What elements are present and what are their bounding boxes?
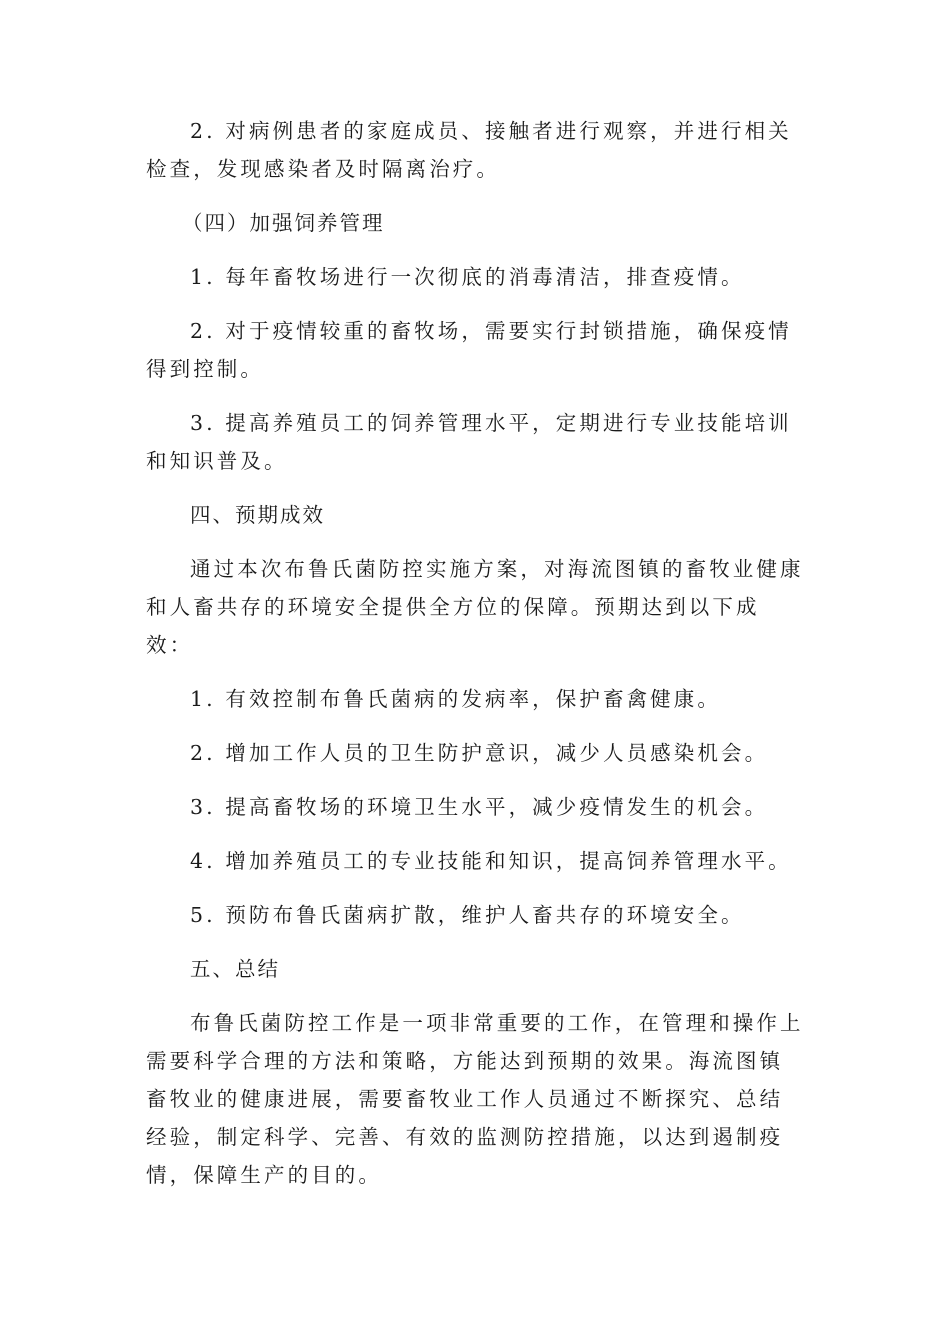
document-page <box>146 112 804 1210</box>
list-item-result-4: 4. 增加养殖员工的专业技能和知识，提高饲养管理水平。 <box>190 849 792 873</box>
section-heading-expected-results: 四、预期成效 <box>190 503 325 527</box>
section-heading-feeding-management: （四）加强饲养管理 <box>182 211 385 235</box>
list-item-staff-training: 3. 提高养殖员工的饲养管理水平，定期进行专业技能培训和知识普及。 <box>146 411 792 473</box>
list-item-lockdown-measures: 2. 对于疫情较重的畜牧场，需要实行封锁措施，确保疫情得到控制。 <box>146 319 792 381</box>
body-paragraph-intro: 通过本次布鲁氏菌防控实施方案，对海流图镇的畜牧业健康和人畜共存的环境安全提供全方位的保障。预期达到以下成效： <box>146 557 804 657</box>
body-paragraph-summary: 布鲁氏菌防控工作是一项非常重要的工作，在管理和操作上需要科学合理的方法和策略，方能达到预期的效果。海流图镇畜牧业的健康进展，需要畜牧业工作人员通过不断探究、总结经验，制定科学、完善、有效的监测防控措施，以达到遏制疫情，保障生产的目的。 <box>146 1011 804 1187</box>
list-item-isolation: 2. 对病例患者的家庭成员、接触者进行观察，并进行相关检查，发现感染者及时隔离治疗。 <box>146 119 792 181</box>
list-item-annual-disinfection: 1. 每年畜牧场进行一次彻底的消毒清洁，排查疫情。 <box>190 265 745 289</box>
list-item-result-1: 1. 有效控制布鲁氏菌病的发病率，保护畜禽健康。 <box>190 687 721 711</box>
list-item-result-3: 3. 提高畜牧场的环境卫生水平，减少疫情发生的机会。 <box>190 795 769 819</box>
section-heading-summary: 五、总结 <box>190 957 280 981</box>
list-item-result-5: 5. 预防布鲁氏菌病扩散，维护人畜共存的环境安全。 <box>190 903 745 927</box>
list-item-result-2: 2. 增加工作人员的卫生防护意识，减少人员感染机会。 <box>190 741 769 765</box>
